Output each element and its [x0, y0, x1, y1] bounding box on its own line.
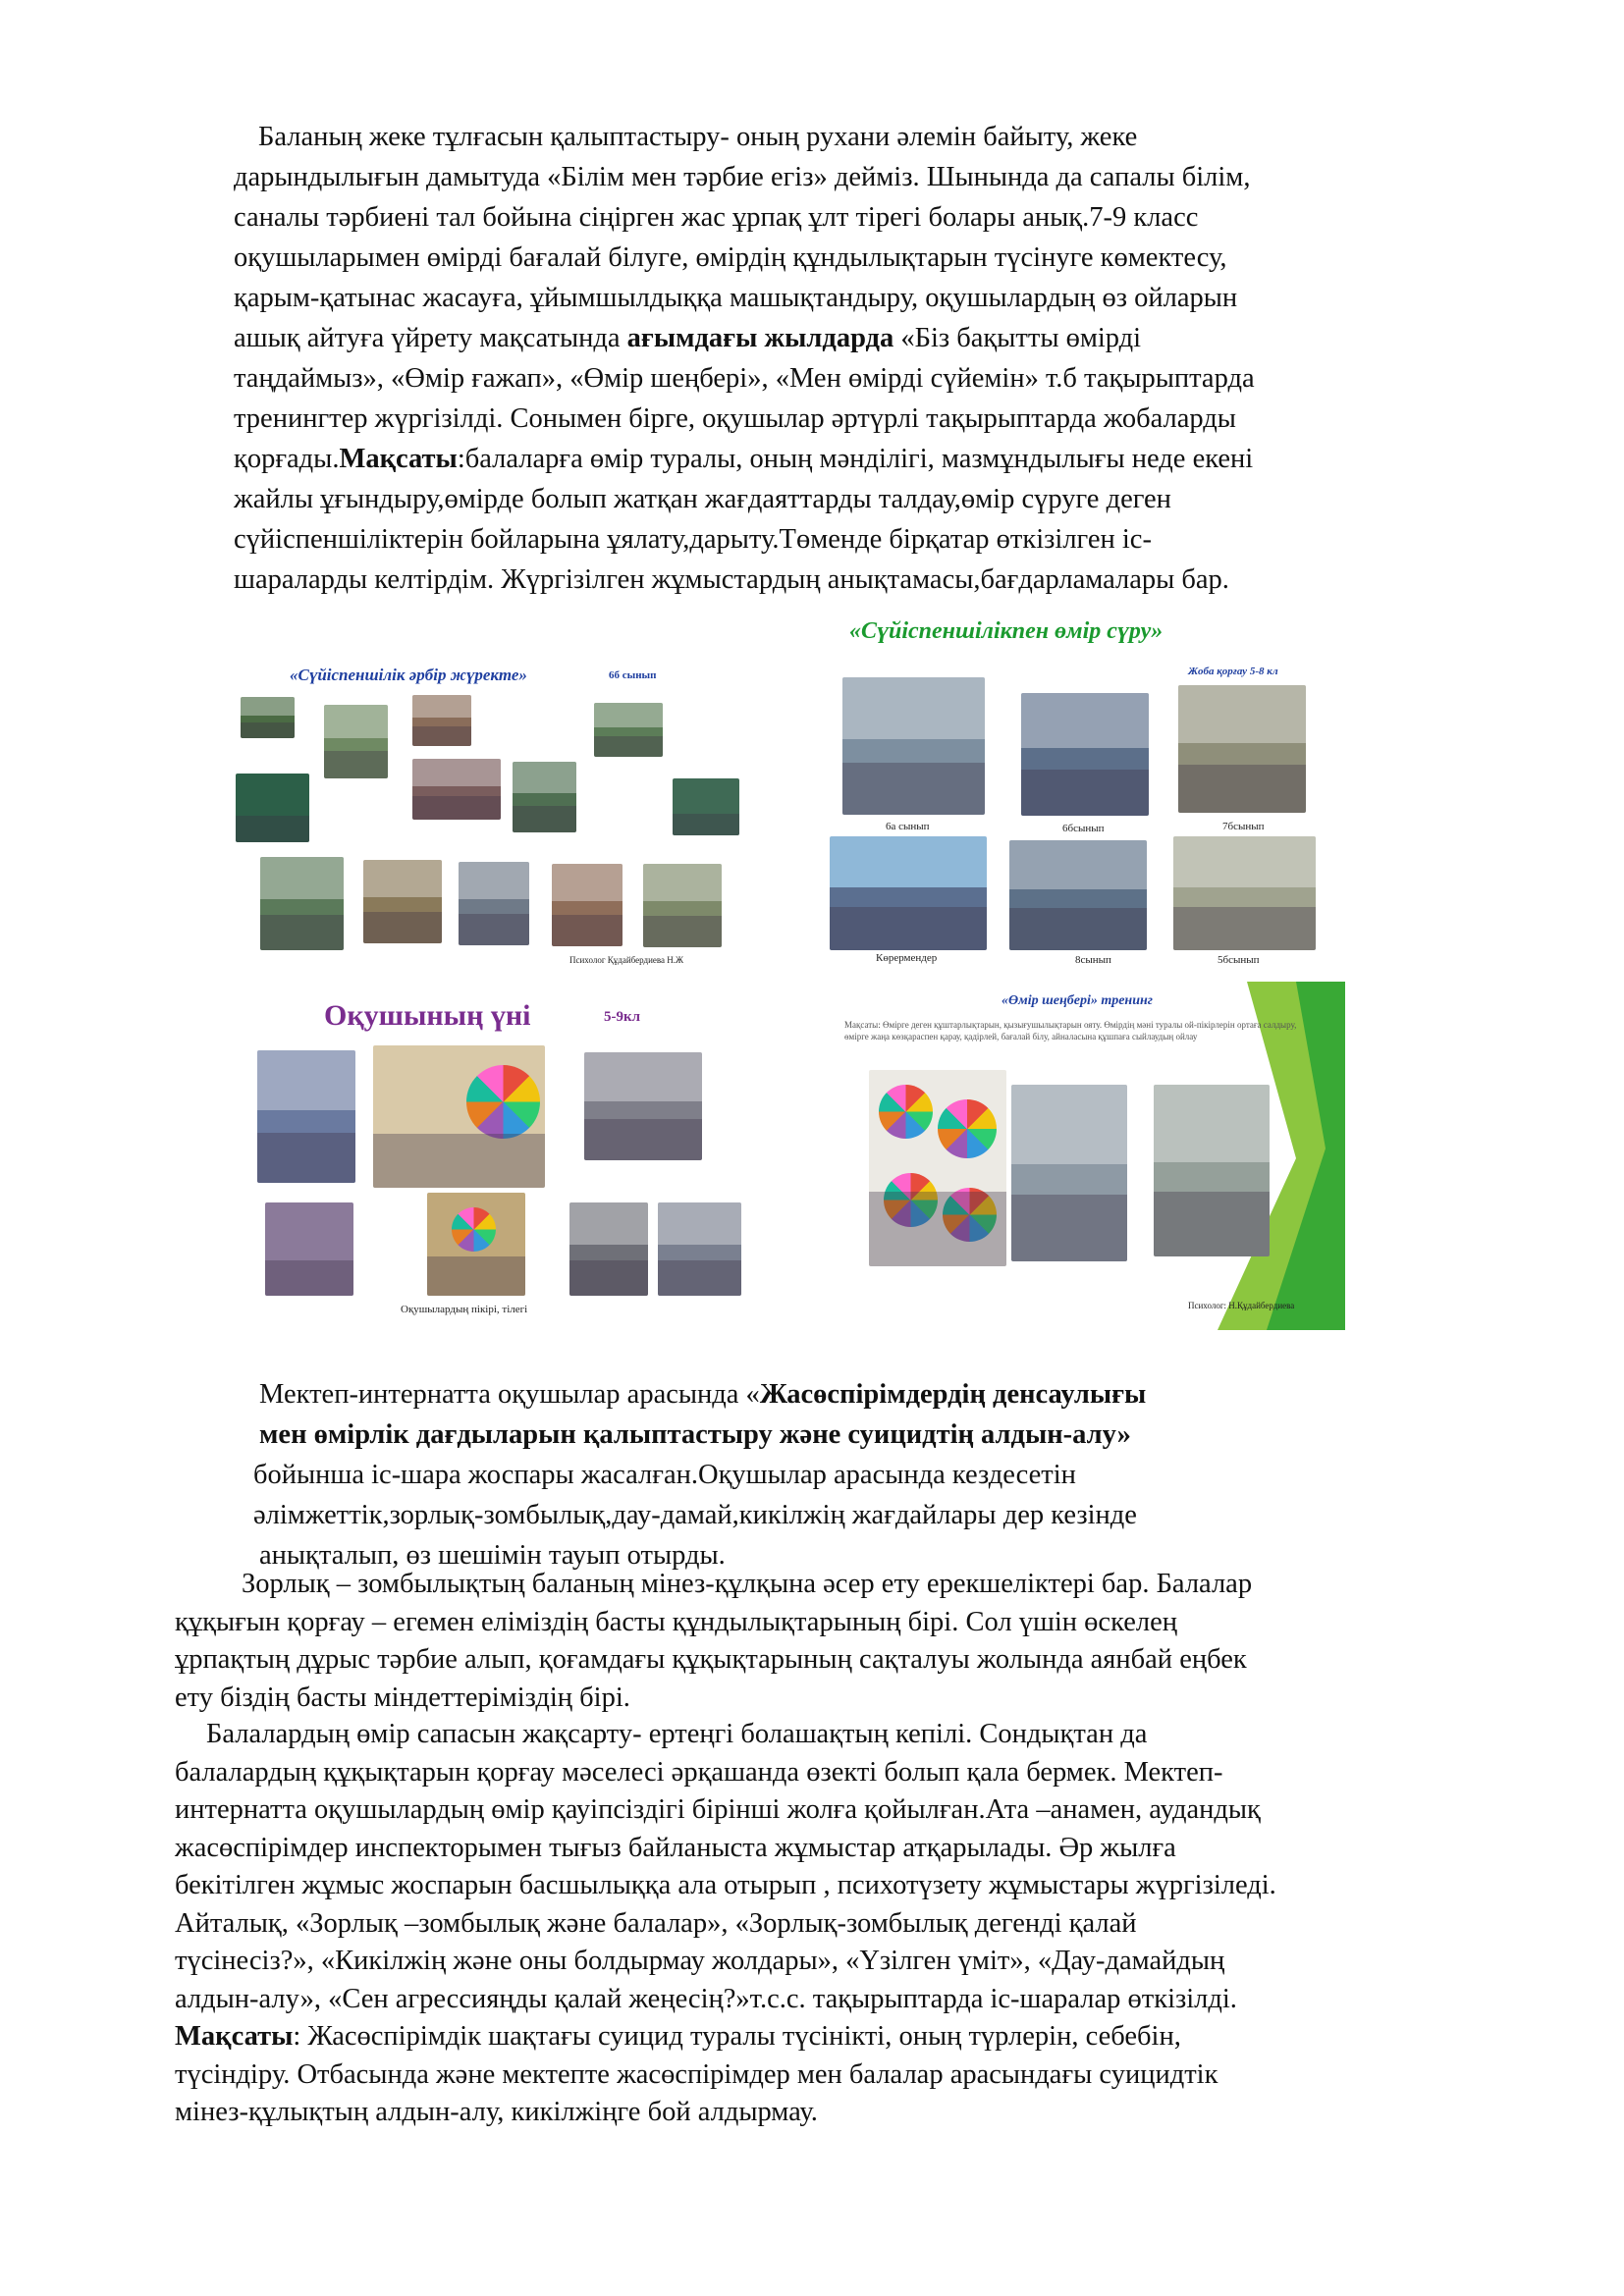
photo-caption: 5бсынып [1218, 954, 1260, 966]
collage-subtitle: 5-9кл [604, 1009, 641, 1025]
text-line: оқушыларымен өмірді бағалай білуге, өмірдің құндылықтарын түсінуге көмектесу, [234, 242, 1227, 273]
photo [427, 1193, 525, 1296]
photo [658, 1202, 741, 1296]
text-line: тренингтер жүргізілді. Сонымен бірге, оқушылар әртүрлі тақырыптарда жобаларды [234, 403, 1236, 434]
text-line: жасөспірімдер инспекторымен тығыз байланыста жұмыстар атқарылады. Әр жылға [175, 1832, 1176, 1863]
photo-caption: 6а сынып [886, 821, 930, 832]
collage-title: «Сүйіспеншілік әрбір жүректе» [290, 666, 527, 684]
photo [241, 697, 295, 738]
photo [265, 1202, 353, 1296]
photo [257, 1050, 355, 1183]
text-line: Балалардың өмір сапасын жақсарту- ертеңгі болашақтың кепілі. Сондықтан да [206, 1719, 1148, 1749]
text-line: ету біздің басты міндеттеріміздің бірі. [175, 1682, 630, 1713]
photo [569, 1202, 648, 1296]
text-line [175, 2018, 1490, 2056]
photo [869, 1070, 1006, 1266]
text-line: анықталып, өз шешімін тауып отырды. [259, 1540, 726, 1571]
text-line: Айталық, «Зорлық –зомбылық және балалар», «Зорлық-зомбылық дегенді қалай [175, 1907, 1137, 1939]
photo [412, 695, 471, 746]
color-wheel [466, 1065, 540, 1139]
photo-caption: 6бсынып [1062, 823, 1105, 834]
photo-caption: 8сынып [1075, 954, 1111, 966]
text-line: мінез-құлықтың алдын-алу, кикілжіңге бой алдырмау. [175, 2097, 818, 2127]
photo [643, 864, 722, 947]
photo [584, 1052, 702, 1160]
text-span: қорғады. [234, 444, 340, 474]
collage-title: «Өмір шеңбері» тренинг [1001, 993, 1153, 1008]
photo [842, 677, 985, 815]
collage-student-voice [245, 991, 766, 1325]
collage-caption: Оқушылардың пікірі, тілегі [401, 1304, 528, 1315]
color-wheel [452, 1207, 496, 1252]
photo [1021, 693, 1149, 816]
violence-paragraph [175, 1566, 1481, 1717]
text-span: :балаларға өмір туралы, оның мәнділігі, мазмұндылығы неде екені [457, 444, 1254, 474]
color-wheel [884, 1173, 938, 1227]
text-line: жайлы ұғындыру,өмірде болып жатқан жағдаяттарды талдау,өмір сүруге деген [234, 484, 1171, 514]
text-line: алдын-алу», «Сен агрессияңды қалай жеңесің?»т.с.с. тақырыптарда іс-шаралар өткізілді. [175, 1983, 1237, 2014]
photo [1178, 685, 1306, 813]
text-line: сүйіспеншіліктерін бойларына ұялату,дарыту.Төменде бірқатар өткізілген іс- [234, 524, 1152, 555]
bold-text: ағымдағы жылдарда [626, 323, 894, 353]
text-line: құқығын қорғау – егемен еліміздің басты құндылықтарының бірі. Сол үшін өскелең [175, 1606, 1177, 1637]
photo [552, 864, 623, 946]
color-wheel [943, 1188, 997, 1242]
collage-love-in-every-heart [236, 656, 766, 970]
collage-subtitle: 6б сынып [609, 669, 657, 681]
photo [324, 705, 388, 778]
text-span: Мектеп-интернатта оқушылар арасында « [259, 1379, 760, 1410]
photo [830, 836, 987, 950]
collage-living-with-love [825, 616, 1355, 970]
collage-description: Мақсаты: Өмірге деген құштарлықтарын, қызығушылықтарын ояту. Өмірдің мәні туралы ой-пікірлерін ортаға салдыру, өмірге жаңа көзқараспен қарау, қадірлей, бағалай білу, айналасына құшпаға сыйлаудың ойлау [844, 1020, 1297, 1041]
text-line [253, 1415, 1353, 1455]
photo [1154, 1085, 1270, 1256]
bold-text: Мақсаты [175, 2021, 294, 2052]
color-wheel [879, 1085, 933, 1139]
text-line: саналы тәрбиені тал бойына сіңірген жас ұрпақ ұлт тірегі болары анық.7-9 класс [234, 202, 1199, 233]
photo [673, 778, 739, 835]
photo [236, 774, 309, 842]
child-rights-paragraph [175, 1716, 1490, 2132]
text-line [234, 318, 1471, 358]
collage-title: Оқушының үні [324, 999, 531, 1032]
photo [1009, 840, 1147, 950]
text-span: ашық айтуға үйрету мақсатында [234, 323, 627, 353]
text-line: ұрпақтың дұрыс тәрбие алып, қоғамдағы құқықтарының сақталуы жолында аянбай еңбек [175, 1644, 1247, 1675]
photo [373, 1045, 545, 1188]
photo-caption: 7бсынып [1222, 821, 1265, 832]
photo [260, 857, 344, 950]
bold-text: Мақсаты [339, 444, 458, 474]
text-span: «Біз бақытты өмірді [893, 323, 1142, 353]
color-wheel [938, 1099, 997, 1158]
text-line: Зорлық – зомбылықтың баланың мінез-құлқына әсер ету ерекшеліктері бар. Балалар [242, 1569, 1253, 1599]
text-line: балалардың құқықтарын қорғау мәселесі әрқашанда өзекті болып қала бермек. Мектеп- [175, 1756, 1223, 1788]
text-line: таңдаймыз», «Өмір ғажап», «Өмір шеңбері», «Мен өмірді сүйемін» т.б тақырыптарда [234, 363, 1255, 394]
collage-caption: Психолог Құдайбердиева Н.Ж [569, 955, 684, 965]
photo [594, 703, 663, 757]
text-span: : Жасөспірімдік шақтағы суицид туралы түсінікті, оның түрлерін, себебін, [293, 2021, 1181, 2052]
bold-text: Жасөспірімдердің денсаулығы [759, 1379, 1147, 1410]
collage-subtitle: Жоба қорғау 5-8 кл [1188, 666, 1278, 677]
text-line: қарым-қатынас жасауға, ұйымшылдыққа машықтандыру, оқушылардың өз ойларын [234, 283, 1238, 313]
text-line: шараларды келтірдім. Жүргізілген жұмыстардың анықтамасы,бағдарламалары бар. [234, 564, 1229, 595]
photo [459, 862, 529, 945]
text-line [234, 439, 1471, 479]
text-line: интернатта оқушылардың өмір қауіпсіздігі бірінші жолға қойылған.Ата –анамен, аудандық [175, 1794, 1261, 1825]
collage-circle-of-life-training [830, 982, 1345, 1330]
photo [412, 759, 501, 820]
text-line: бекітілген жұмыс жоспарын басшылыққа ала отырып , психотүзету жұмыстары жүргізіледі. [175, 1870, 1276, 1900]
collage-caption: Психолог: Н.Құдайбердиева [1188, 1301, 1295, 1310]
text-line: Баланың жеке тұлғасын қалыптастыру- оның рухани әлемін байыту, жеке [258, 122, 1138, 152]
photo [513, 762, 576, 832]
prevention-plan-paragraph [253, 1374, 1353, 1575]
text-line: түсіндіру. Отбасында және мектепте жасөспірімдер мен балалар арасындағы суицидтік [175, 2058, 1218, 2090]
photo-caption: Көрермендер [876, 952, 938, 964]
text-line: бойынша іс-шара жоспары жасалған.Оқушылар арасында кездесетін [253, 1460, 1076, 1490]
photo [363, 860, 442, 943]
text-line [253, 1374, 1353, 1415]
photo [1173, 836, 1316, 950]
intro-paragraph [234, 117, 1471, 600]
bold-text: мен өмірлік дағдыларын қалыптастыру және суицидтің алдын-алу» [259, 1419, 1131, 1450]
photo [1011, 1085, 1127, 1261]
text-line: әлімжеттік,зорлық-зомбылық,дау-дамай,кикілжің жағдайлары дер кезінде [253, 1500, 1137, 1530]
text-line: дарындылығын дамытуда «Білім мен тәрбие егіз» дейміз. Шынында да сапалы білім, [234, 162, 1251, 192]
collage-title: «Сүйіспеншілікпен өмір сүру» [849, 618, 1164, 644]
text-line: түсінесіз?», «Кикілжің және оны болдырмау жолдары», «Үзілген үміт», «Дау-дамайдың [175, 1946, 1225, 1976]
